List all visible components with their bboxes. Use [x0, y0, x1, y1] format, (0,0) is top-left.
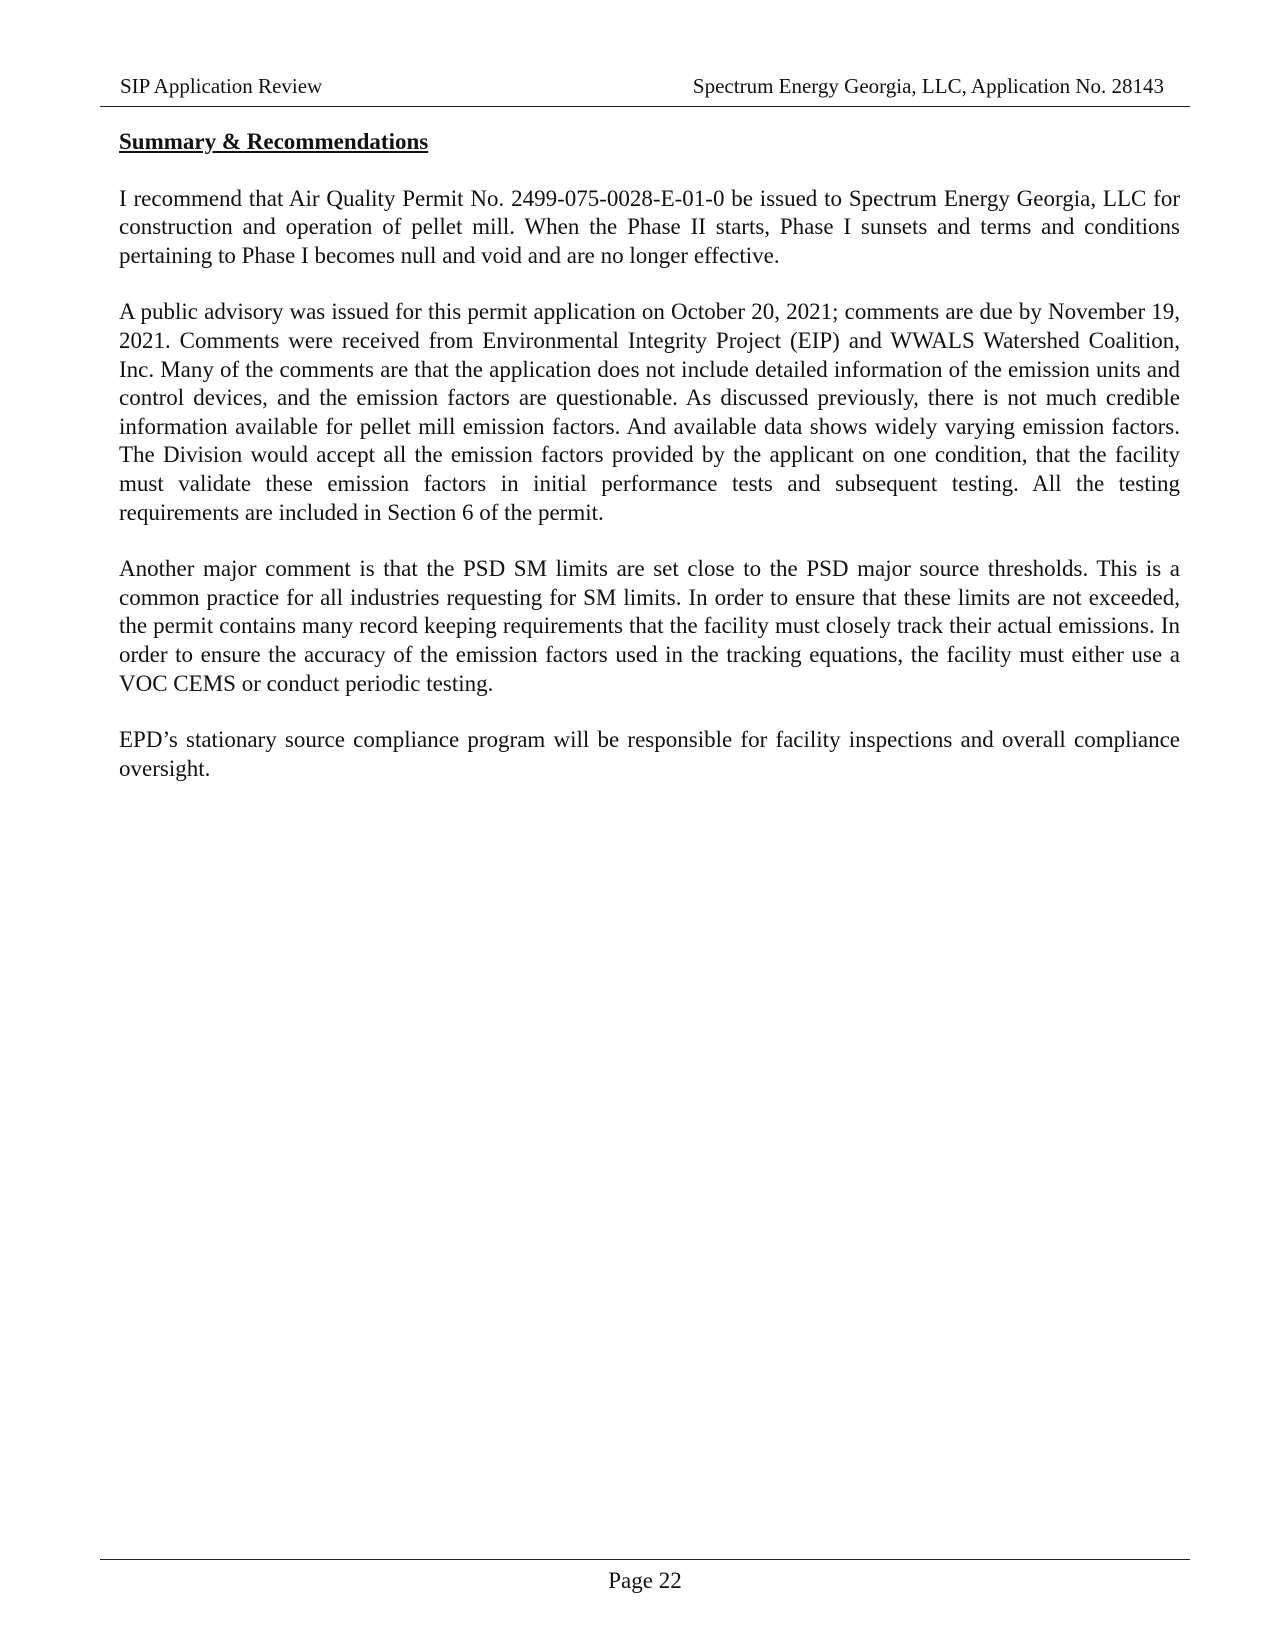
header-document-title: SIP Application Review: [120, 74, 323, 98]
paragraph-recommendation: I recommend that Air Quality Permit No. 2499-075-0028-E-01-0 be issued to Spectrum Energy Georgia, LLC for construction and operation of pellet mill. When the Phase II starts, Phase I sunsets and terms and conditions pertaining to Phase I becomes null and void and are no longer effective.: [119, 185, 1180, 268]
header-applicant-info: Spectrum Energy Georgia, LLC, Application No. 28143: [692, 74, 1164, 98]
section-heading: Summary & Recommendations: [119, 129, 429, 154]
page-content: [119, 128, 1180, 811]
page-number: Page 22: [608, 1568, 682, 1593]
paragraph-public-advisory: A public advisory was issued for this permit application on October 20, 2021; comments are due by November 19, 2021. Comments were received from Environmental Integrity Project (EIP) and WWALS Watershed Coalition, Inc. Many of the comments are that the application does not include detailed information of the emission units and control devices, and the emission factors are questionable. As discussed previously, there is not much credible information available for pellet mill emission factors. And available data shows widely varying emission factors. The Division would accept all the emission factors provided by the applicant on one condition, that the facility must validate these emission factors in initial performance tests and subsequent testing. All the testing requirements are included in Section 6 of the permit.: [119, 299, 1180, 525]
page-header: [100, 74, 1190, 107]
paragraph-psd-limits: Another major comment is that the PSD SM limits are set close to the PSD major source thresholds. This is a common practice for all industries requesting for SM limits. In order to ensure that these limits are not exceeded, the permit contains many record keeping requirements that the facility must closely track their actual emissions. In order to ensure the accuracy of the emission factors used in the tracking equations, the facility must either use a VOC CEMS or conduct periodic testing.: [119, 556, 1180, 696]
page-footer: [100, 1559, 1190, 1594]
paragraph-compliance: EPD’s stationary source compliance program will be responsible for facility inspections and overall compliance oversight.: [119, 727, 1180, 781]
